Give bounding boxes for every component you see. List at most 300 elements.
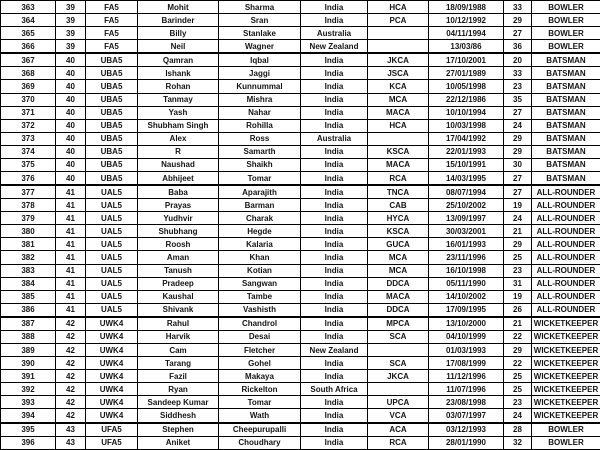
cell-date-of-birth[interactable]: 10/03/1998 — [429, 119, 504, 132]
cell-last-name[interactable]: Tomar — [219, 396, 301, 409]
cell-state-association[interactable]: MPCA — [368, 317, 429, 331]
cell-serial-no[interactable]: 379 — [1, 212, 56, 225]
cell-date-of-birth[interactable]: 13/10/2000 — [429, 317, 504, 331]
cell-country[interactable]: India — [301, 158, 368, 171]
cell-age[interactable]: 22 — [504, 330, 532, 343]
cell-state-association[interactable]: MACA — [368, 290, 429, 303]
cell-country[interactable]: India — [301, 436, 368, 449]
cell-serial-no[interactable]: 392 — [1, 383, 56, 396]
cell-group-no[interactable]: 42 — [56, 357, 86, 370]
cell-last-name[interactable]: Stanlake — [219, 27, 301, 40]
cell-last-name[interactable]: Rohilla — [219, 119, 301, 132]
cell-category-code[interactable]: UAL5 — [86, 303, 138, 317]
cell-age[interactable]: 33 — [504, 67, 532, 80]
cell-group-no[interactable]: 41 — [56, 212, 86, 225]
cell-serial-no[interactable]: 387 — [1, 317, 56, 331]
cell-date-of-birth[interactable]: 22/12/1986 — [429, 93, 504, 106]
cell-category-code[interactable]: UWK4 — [86, 330, 138, 343]
cell-age[interactable]: 21 — [504, 225, 532, 238]
cell-date-of-birth[interactable]: 08/07/1994 — [429, 185, 504, 199]
cell-role[interactable]: ALL-ROUNDER — [532, 251, 600, 264]
cell-first-name[interactable]: Harvik — [138, 330, 219, 343]
cell-serial-no[interactable]: 390 — [1, 357, 56, 370]
cell-category-code[interactable]: UAL5 — [86, 185, 138, 199]
cell-group-no[interactable]: 39 — [56, 14, 86, 27]
cell-group-no[interactable]: 41 — [56, 303, 86, 317]
cell-serial-no[interactable]: 393 — [1, 396, 56, 409]
cell-country[interactable]: India — [301, 251, 368, 264]
cell-serial-no[interactable]: 395 — [1, 423, 56, 437]
cell-age[interactable]: 23 — [504, 396, 532, 409]
cell-date-of-birth[interactable]: 17/10/2001 — [429, 53, 504, 67]
cell-country[interactable]: India — [301, 317, 368, 331]
cell-category-code[interactable]: FA5 — [86, 1, 138, 14]
cell-country[interactable]: India — [301, 330, 368, 343]
cell-category-code[interactable]: UBA5 — [86, 119, 138, 132]
cell-country[interactable]: India — [301, 106, 368, 119]
cell-state-association[interactable]: KCA — [368, 80, 429, 93]
cell-role[interactable]: ALL-ROUNDER — [532, 290, 600, 303]
cell-country[interactable]: India — [301, 423, 368, 437]
cell-date-of-birth[interactable]: 15/10/1991 — [429, 158, 504, 171]
cell-state-association[interactable]: TNCA — [368, 185, 429, 199]
cell-state-association[interactable]: JSCA — [368, 67, 429, 80]
cell-country[interactable]: India — [301, 80, 368, 93]
cell-state-association[interactable]: DDCA — [368, 277, 429, 290]
cell-category-code[interactable]: FA5 — [86, 27, 138, 40]
cell-first-name[interactable]: Sandeep Kumar — [138, 396, 219, 409]
cell-role[interactable]: BATSMAN — [532, 119, 600, 132]
cell-date-of-birth[interactable]: 25/10/2002 — [429, 199, 504, 212]
cell-role[interactable]: BOWLER — [532, 40, 600, 54]
cell-first-name[interactable]: Siddhesh — [138, 409, 219, 423]
cell-role[interactable]: WICKETKEEPER — [532, 396, 600, 409]
cell-country[interactable]: New Zealand — [301, 40, 368, 54]
cell-first-name[interactable]: R — [138, 145, 219, 158]
cell-age[interactable]: 24 — [504, 119, 532, 132]
cell-group-no[interactable]: 41 — [56, 225, 86, 238]
cell-group-no[interactable]: 41 — [56, 185, 86, 199]
cell-group-no[interactable]: 41 — [56, 277, 86, 290]
cell-age[interactable]: 25 — [504, 383, 532, 396]
cell-state-association[interactable]: PCA — [368, 14, 429, 27]
cell-group-no[interactable]: 41 — [56, 238, 86, 251]
cell-state-association[interactable]: RCA — [368, 172, 429, 186]
cell-last-name[interactable]: Ross — [219, 132, 301, 145]
cell-age[interactable]: 22 — [504, 357, 532, 370]
cell-category-code[interactable]: UBA5 — [86, 158, 138, 171]
cell-first-name[interactable]: Rohan — [138, 80, 219, 93]
cell-first-name[interactable]: Alex — [138, 132, 219, 145]
cell-role[interactable]: ALL-ROUNDER — [532, 225, 600, 238]
cell-category-code[interactable]: UBA5 — [86, 67, 138, 80]
cell-country[interactable]: India — [301, 264, 368, 277]
cell-first-name[interactable]: Billy — [138, 27, 219, 40]
cell-age[interactable]: 28 — [504, 423, 532, 437]
cell-last-name[interactable]: Kotian — [219, 264, 301, 277]
cell-age[interactable]: 19 — [504, 199, 532, 212]
cell-state-association[interactable] — [368, 40, 429, 54]
cell-last-name[interactable]: Wath — [219, 409, 301, 423]
cell-state-association[interactable]: HYCA — [368, 212, 429, 225]
cell-role[interactable]: BOWLER — [532, 436, 600, 449]
cell-serial-no[interactable]: 372 — [1, 119, 56, 132]
cell-age[interactable]: 23 — [504, 264, 532, 277]
cell-state-association[interactable] — [368, 27, 429, 40]
cell-group-no[interactable]: 40 — [56, 67, 86, 80]
cell-first-name[interactable]: Tanush — [138, 264, 219, 277]
cell-age[interactable]: 31 — [504, 277, 532, 290]
cell-last-name[interactable]: Aparajith — [219, 185, 301, 199]
cell-age[interactable]: 20 — [504, 53, 532, 67]
cell-role[interactable]: BOWLER — [532, 423, 600, 437]
cell-state-association[interactable]: KSCA — [368, 145, 429, 158]
cell-serial-no[interactable]: 380 — [1, 225, 56, 238]
cell-date-of-birth[interactable]: 23/08/1998 — [429, 396, 504, 409]
cell-first-name[interactable]: Ryan — [138, 383, 219, 396]
cell-group-no[interactable]: 43 — [56, 436, 86, 449]
cell-first-name[interactable]: Fazil — [138, 370, 219, 383]
cell-country[interactable]: India — [301, 53, 368, 67]
cell-category-code[interactable]: UWK4 — [86, 317, 138, 331]
cell-date-of-birth[interactable]: 11/07/1996 — [429, 383, 504, 396]
cell-serial-no[interactable]: 368 — [1, 67, 56, 80]
cell-serial-no[interactable]: 365 — [1, 27, 56, 40]
cell-date-of-birth[interactable]: 22/01/1993 — [429, 145, 504, 158]
cell-serial-no[interactable]: 391 — [1, 370, 56, 383]
cell-country[interactable]: India — [301, 303, 368, 317]
cell-date-of-birth[interactable]: 03/07/1997 — [429, 409, 504, 423]
cell-category-code[interactable]: UAL5 — [86, 238, 138, 251]
cell-state-association[interactable]: DDCA — [368, 303, 429, 317]
cell-last-name[interactable]: Mishra — [219, 93, 301, 106]
cell-group-no[interactable]: 40 — [56, 158, 86, 171]
cell-first-name[interactable]: Stephen — [138, 423, 219, 437]
cell-group-no[interactable]: 42 — [56, 409, 86, 423]
cell-country[interactable]: Australia — [301, 27, 368, 40]
cell-state-association[interactable]: HCA — [368, 1, 429, 14]
cell-age[interactable]: 27 — [504, 172, 532, 186]
cell-state-association[interactable]: ACA — [368, 423, 429, 437]
cell-date-of-birth[interactable]: 30/03/2001 — [429, 225, 504, 238]
cell-age[interactable]: 24 — [504, 409, 532, 423]
cell-last-name[interactable]: Nahar — [219, 106, 301, 119]
cell-serial-no[interactable]: 384 — [1, 277, 56, 290]
cell-state-association[interactable]: HCA — [368, 119, 429, 132]
cell-date-of-birth[interactable]: 01/03/1993 — [429, 344, 504, 357]
cell-state-association[interactable]: KSCA — [368, 225, 429, 238]
cell-last-name[interactable]: Tomar — [219, 172, 301, 186]
cell-first-name[interactable]: Yudhvir — [138, 212, 219, 225]
cell-group-no[interactable]: 39 — [56, 27, 86, 40]
cell-serial-no[interactable]: 366 — [1, 40, 56, 54]
cell-age[interactable]: 32 — [504, 436, 532, 449]
cell-last-name[interactable]: Kunnummal — [219, 80, 301, 93]
cell-role[interactable]: WICKETKEEPER — [532, 344, 600, 357]
cell-category-code[interactable]: UBA5 — [86, 132, 138, 145]
cell-age[interactable]: 27 — [504, 27, 532, 40]
cell-category-code[interactable]: UWK4 — [86, 396, 138, 409]
cell-serial-no[interactable]: 364 — [1, 14, 56, 27]
cell-country[interactable]: India — [301, 409, 368, 423]
cell-country[interactable]: India — [301, 357, 368, 370]
cell-category-code[interactable]: UAL5 — [86, 264, 138, 277]
cell-age[interactable]: 29 — [504, 14, 532, 27]
cell-state-association[interactable]: CAB — [368, 199, 429, 212]
cell-role[interactable]: BATSMAN — [532, 80, 600, 93]
cell-role[interactable]: BOWLER — [532, 27, 600, 40]
cell-serial-no[interactable]: 386 — [1, 303, 56, 317]
cell-age[interactable]: 25 — [504, 251, 532, 264]
cell-role[interactable]: WICKETKEEPER — [532, 357, 600, 370]
cell-age[interactable]: 27 — [504, 106, 532, 119]
cell-country[interactable]: India — [301, 145, 368, 158]
cell-first-name[interactable]: Pradeep — [138, 277, 219, 290]
cell-role[interactable]: ALL-ROUNDER — [532, 199, 600, 212]
cell-group-no[interactable]: 39 — [56, 1, 86, 14]
cell-first-name[interactable]: Prayas — [138, 199, 219, 212]
cell-first-name[interactable]: Naushad — [138, 158, 219, 171]
cell-state-association[interactable]: MACA — [368, 158, 429, 171]
cell-age[interactable]: 36 — [504, 40, 532, 54]
cell-last-name[interactable]: Hegde — [219, 225, 301, 238]
cell-role[interactable]: WICKETKEEPER — [532, 409, 600, 423]
cell-country[interactable]: India — [301, 290, 368, 303]
cell-date-of-birth[interactable]: 17/04/1992 — [429, 132, 504, 145]
cell-group-no[interactable]: 39 — [56, 40, 86, 54]
cell-group-no[interactable]: 42 — [56, 317, 86, 331]
cell-category-code[interactable]: UBA5 — [86, 80, 138, 93]
cell-last-name[interactable]: Rickelton — [219, 383, 301, 396]
cell-date-of-birth[interactable]: 10/12/1992 — [429, 14, 504, 27]
cell-group-no[interactable]: 40 — [56, 119, 86, 132]
cell-group-no[interactable]: 41 — [56, 251, 86, 264]
cell-state-association[interactable]: SCA — [368, 357, 429, 370]
cell-last-name[interactable]: Iqbal — [219, 53, 301, 67]
cell-date-of-birth[interactable]: 10/10/1994 — [429, 106, 504, 119]
cell-last-name[interactable]: Tambe — [219, 290, 301, 303]
cell-state-association[interactable]: VCA — [368, 409, 429, 423]
cell-group-no[interactable]: 40 — [56, 145, 86, 158]
cell-country[interactable]: India — [301, 119, 368, 132]
cell-category-code[interactable]: UBA5 — [86, 172, 138, 186]
cell-age[interactable]: 24 — [504, 212, 532, 225]
cell-role[interactable]: BATSMAN — [532, 158, 600, 171]
cell-category-code[interactable]: UAL5 — [86, 251, 138, 264]
cell-last-name[interactable]: Khan — [219, 251, 301, 264]
cell-serial-no[interactable]: 376 — [1, 172, 56, 186]
cell-role[interactable]: ALL-ROUNDER — [532, 264, 600, 277]
cell-serial-no[interactable]: 375 — [1, 158, 56, 171]
cell-group-no[interactable]: 41 — [56, 264, 86, 277]
cell-country[interactable]: India — [301, 67, 368, 80]
cell-role[interactable]: BATSMAN — [532, 106, 600, 119]
cell-first-name[interactable]: Shubham Singh — [138, 119, 219, 132]
cell-first-name[interactable]: Rahul — [138, 317, 219, 331]
cell-group-no[interactable]: 40 — [56, 132, 86, 145]
cell-age[interactable]: 27 — [504, 185, 532, 199]
cell-group-no[interactable]: 40 — [56, 93, 86, 106]
cell-last-name[interactable]: Charak — [219, 212, 301, 225]
cell-serial-no[interactable]: 371 — [1, 106, 56, 119]
cell-age[interactable]: 21 — [504, 317, 532, 331]
cell-category-code[interactable]: UAL5 — [86, 199, 138, 212]
cell-date-of-birth[interactable]: 03/12/1993 — [429, 423, 504, 437]
cell-date-of-birth[interactable]: 04/11/1994 — [429, 27, 504, 40]
cell-first-name[interactable]: Baba — [138, 185, 219, 199]
cell-date-of-birth[interactable]: 13/03/86 — [429, 40, 504, 54]
cell-state-association[interactable]: MCA — [368, 251, 429, 264]
cell-age[interactable]: 29 — [504, 145, 532, 158]
cell-category-code[interactable]: UAL5 — [86, 225, 138, 238]
cell-first-name[interactable]: Cam — [138, 344, 219, 357]
cell-first-name[interactable]: Aniket — [138, 436, 219, 449]
cell-category-code[interactable]: UAL5 — [86, 277, 138, 290]
cell-group-no[interactable]: 42 — [56, 383, 86, 396]
cell-category-code[interactable]: FA5 — [86, 40, 138, 54]
cell-last-name[interactable]: Wagner — [219, 40, 301, 54]
cell-group-no[interactable]: 41 — [56, 290, 86, 303]
cell-country[interactable]: New Zealand — [301, 344, 368, 357]
cell-last-name[interactable]: Chandrol — [219, 317, 301, 331]
cell-age[interactable]: 29 — [504, 132, 532, 145]
cell-age[interactable]: 25 — [504, 370, 532, 383]
cell-category-code[interactable]: UAL5 — [86, 212, 138, 225]
cell-role[interactable]: ALL-ROUNDER — [532, 238, 600, 251]
cell-serial-no[interactable]: 383 — [1, 264, 56, 277]
cell-role[interactable]: BATSMAN — [532, 172, 600, 186]
cell-country[interactable]: India — [301, 14, 368, 27]
cell-date-of-birth[interactable]: 17/08/1999 — [429, 357, 504, 370]
cell-date-of-birth[interactable]: 05/11/1990 — [429, 277, 504, 290]
cell-last-name[interactable]: Barman — [219, 199, 301, 212]
cell-serial-no[interactable]: 363 — [1, 1, 56, 14]
cell-category-code[interactable]: UWK4 — [86, 383, 138, 396]
cell-last-name[interactable]: Makaya — [219, 370, 301, 383]
cell-country[interactable]: India — [301, 185, 368, 199]
cell-age[interactable]: 29 — [504, 344, 532, 357]
cell-first-name[interactable]: Shivank — [138, 303, 219, 317]
cell-date-of-birth[interactable]: 16/10/1998 — [429, 264, 504, 277]
cell-first-name[interactable]: Qamran — [138, 53, 219, 67]
cell-group-no[interactable]: 40 — [56, 106, 86, 119]
cell-age[interactable]: 19 — [504, 290, 532, 303]
cell-date-of-birth[interactable]: 04/10/1999 — [429, 330, 504, 343]
cell-last-name[interactable]: Sangwan — [219, 277, 301, 290]
cell-role[interactable]: ALL-ROUNDER — [532, 303, 600, 317]
cell-last-name[interactable]: Sran — [219, 14, 301, 27]
cell-role[interactable]: WICKETKEEPER — [532, 370, 600, 383]
cell-role[interactable]: BOWLER — [532, 1, 600, 14]
cell-country[interactable]: India — [301, 225, 368, 238]
cell-last-name[interactable]: Kalaria — [219, 238, 301, 251]
cell-serial-no[interactable]: 369 — [1, 80, 56, 93]
cell-last-name[interactable]: Sharma — [219, 1, 301, 14]
cell-last-name[interactable]: Choudhary — [219, 436, 301, 449]
cell-group-no[interactable]: 42 — [56, 370, 86, 383]
cell-country[interactable]: India — [301, 396, 368, 409]
cell-first-name[interactable]: Kaushal — [138, 290, 219, 303]
cell-group-no[interactable]: 42 — [56, 344, 86, 357]
cell-age[interactable]: 33 — [504, 1, 532, 14]
cell-group-no[interactable]: 41 — [56, 199, 86, 212]
cell-serial-no[interactable]: 377 — [1, 185, 56, 199]
cell-serial-no[interactable]: 381 — [1, 238, 56, 251]
cell-serial-no[interactable]: 394 — [1, 409, 56, 423]
cell-role[interactable]: BATSMAN — [532, 145, 600, 158]
cell-last-name[interactable]: Jaggi — [219, 67, 301, 80]
cell-date-of-birth[interactable]: 18/09/1988 — [429, 1, 504, 14]
cell-serial-no[interactable]: 374 — [1, 145, 56, 158]
cell-country[interactable]: India — [301, 212, 368, 225]
cell-state-association[interactable] — [368, 344, 429, 357]
cell-country[interactable]: India — [301, 277, 368, 290]
cell-first-name[interactable]: Tarang — [138, 357, 219, 370]
cell-last-name[interactable]: Vashisth — [219, 303, 301, 317]
cell-category-code[interactable]: UWK4 — [86, 370, 138, 383]
cell-country[interactable]: India — [301, 1, 368, 14]
cell-first-name[interactable]: Neil — [138, 40, 219, 54]
cell-date-of-birth[interactable]: 14/03/1995 — [429, 172, 504, 186]
cell-first-name[interactable]: Yash — [138, 106, 219, 119]
cell-state-association[interactable]: MCA — [368, 264, 429, 277]
cell-state-association[interactable]: MACA — [368, 106, 429, 119]
cell-serial-no[interactable]: 373 — [1, 132, 56, 145]
cell-country[interactable]: India — [301, 238, 368, 251]
cell-state-association[interactable] — [368, 383, 429, 396]
cell-serial-no[interactable]: 378 — [1, 199, 56, 212]
cell-category-code[interactable]: UFA5 — [86, 436, 138, 449]
cell-first-name[interactable]: Shubhang — [138, 225, 219, 238]
cell-age[interactable]: 35 — [504, 93, 532, 106]
cell-group-no[interactable]: 40 — [56, 80, 86, 93]
cell-last-name[interactable]: Desai — [219, 330, 301, 343]
cell-date-of-birth[interactable]: 17/09/1995 — [429, 303, 504, 317]
cell-role[interactable]: BATSMAN — [532, 93, 600, 106]
cell-date-of-birth[interactable]: 13/09/1997 — [429, 212, 504, 225]
cell-last-name[interactable]: Cheepurupalli — [219, 423, 301, 437]
cell-state-association[interactable]: GUCA — [368, 238, 429, 251]
cell-date-of-birth[interactable]: 28/01/1990 — [429, 436, 504, 449]
cell-age[interactable]: 30 — [504, 158, 532, 171]
cell-category-code[interactable]: FA5 — [86, 14, 138, 27]
cell-country[interactable]: India — [301, 370, 368, 383]
cell-age[interactable]: 23 — [504, 80, 532, 93]
cell-role[interactable]: BATSMAN — [532, 132, 600, 145]
cell-first-name[interactable]: Mohit — [138, 1, 219, 14]
cell-first-name[interactable]: Barinder — [138, 14, 219, 27]
cell-category-code[interactable]: UBA5 — [86, 106, 138, 119]
cell-role[interactable]: ALL-ROUNDER — [532, 185, 600, 199]
cell-role[interactable]: ALL-ROUNDER — [532, 277, 600, 290]
cell-category-code[interactable]: UFA5 — [86, 423, 138, 437]
cell-group-no[interactable]: 42 — [56, 396, 86, 409]
cell-last-name[interactable]: Fletcher — [219, 344, 301, 357]
cell-category-code[interactable]: UBA5 — [86, 53, 138, 67]
cell-category-code[interactable]: UWK4 — [86, 409, 138, 423]
cell-category-code[interactable]: UWK4 — [86, 357, 138, 370]
cell-date-of-birth[interactable]: 14/10/2002 — [429, 290, 504, 303]
cell-state-association[interactable]: RCA — [368, 436, 429, 449]
cell-date-of-birth[interactable]: 11/12/1996 — [429, 370, 504, 383]
cell-state-association[interactable] — [368, 132, 429, 145]
cell-role[interactable]: BATSMAN — [532, 67, 600, 80]
cell-group-no[interactable]: 43 — [56, 423, 86, 437]
cell-date-of-birth[interactable]: 16/01/1993 — [429, 238, 504, 251]
cell-country[interactable]: Australia — [301, 132, 368, 145]
cell-state-association[interactable]: SCA — [368, 330, 429, 343]
cell-first-name[interactable]: Abhijeet — [138, 172, 219, 186]
